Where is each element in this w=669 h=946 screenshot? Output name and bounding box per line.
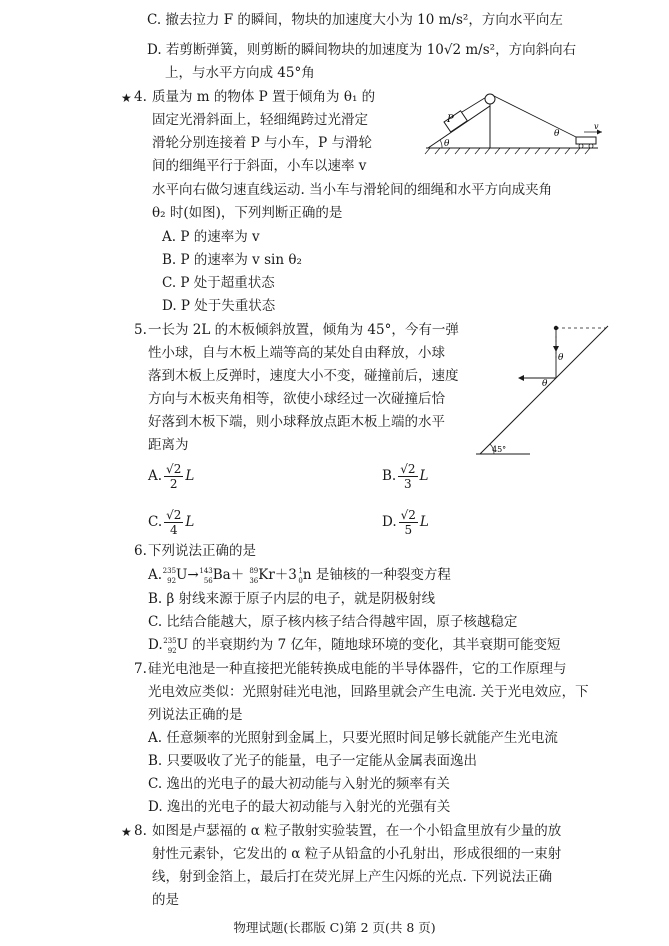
q7-option-b: B. 只要吸收了光子的能量，电子一定能从金属表面逸出 — [148, 753, 478, 769]
q4-stem-line1: 质量为 m 的物体 P 置于倾角为 θ₁ 的 — [152, 89, 376, 105]
angle-label: 45° — [492, 445, 507, 454]
q4-stem-line4: 间的细绳平行于斜面，小车以速率 v — [152, 158, 367, 174]
ball-start — [554, 326, 558, 330]
q5-stem-line3: 落到木板上反弹时，速度大小不变，碰撞前后，速度 — [148, 368, 459, 384]
theta-b-label: θ — [542, 379, 548, 389]
q3-option-d-line1: D. 若剪断弹簧，则剪断的瞬间物块的加速度为 10√2 m/s²，方向斜向右 — [147, 42, 577, 58]
q5-number: 5. — [134, 322, 147, 338]
pulley-icon — [485, 94, 495, 104]
q5-stem-line2: 性小球，自与木板上端等高的某处自由释放，小球 — [148, 345, 445, 361]
q6-option-c: C. 比结合能越大，原子核内核子结合得越牢固，原子核越稳定 — [148, 614, 518, 630]
q5-option-d: D. $\frac{√2}{5}$ L — [382, 508, 429, 537]
theta1-label: θ — [444, 139, 450, 149]
q4-option-c: C. P 处于超重状态 — [162, 275, 275, 291]
q6-option-a: A. 235 92 U→ 143 56 Ba＋ 89 36 Kr＋3 1 0 n 是铀核的一种裂变方程 — [148, 566, 451, 585]
rebound-arrowhead — [518, 375, 524, 381]
q4-stem-line2: 固定光滑斜面上，轻细绳跨过光滑定 — [152, 112, 368, 128]
q8-stem-line1: 如图是卢瑟福的 α 粒子散射实验装置，在一个小铅盒里放有少量的放 — [152, 823, 562, 839]
q8-stem-line3: 线，射到金箔上，最后打在荧光屏上产生闪烁的光点. 下列说法正确 — [152, 869, 553, 885]
q7-stem-line2: 光电效应类似：光照射硅光电池，回路里就会产生电流. 关于光电效应，下 — [148, 684, 589, 700]
q6-number: 6. — [134, 543, 147, 559]
q8-stem-line4: 的是 — [152, 892, 179, 908]
page-footer: 物理试题(长郡版 C)第 2 页(共 8 页) — [233, 920, 436, 935]
q5-stem-line4: 方向与木板夹角相等，欲使小球经过一次碰撞后恰 — [148, 391, 445, 407]
rope-to-cart — [494, 96, 578, 138]
q8-number: 8. — [134, 823, 147, 839]
q7-option-a: A. 任意频率的光照射到金属上，只要光照时间足够长就能产生光电流 — [148, 730, 558, 746]
block-p-label: P — [447, 114, 454, 125]
cart-icon — [576, 137, 596, 148]
q7-number: 7. — [134, 661, 147, 677]
q4-number: 4. — [134, 89, 147, 105]
block-p — [444, 111, 467, 132]
q3-option-d-line2: 上，与水平方向成 45°角 — [165, 65, 315, 81]
q5-stem-line5: 好落到木板下端，则小球释放点距木板上端的水平 — [148, 414, 445, 430]
q5-board-figure — [470, 322, 620, 462]
q8-stem-line2: 射性元素钋，它发出的 α 粒子从铅盒的小孔射出，形成很细的一束射 — [152, 846, 562, 862]
q7-option-d: D. 逸出的光电子的最大初动能与入射光的光强有关 — [148, 799, 451, 815]
q4-option-b: B. P 的速率为 v sin θ₂ — [162, 252, 302, 268]
board — [480, 326, 608, 454]
q6-option-b: B. β 射线来源于原子内层的电子，就是阴极射线 — [148, 591, 436, 607]
q5-option-a: A. $\frac{√2}{2}$ L — [148, 462, 195, 491]
q4-option-d: D. P 处于失重状态 — [162, 298, 276, 314]
q6-stem: 下列说法正确的是 — [148, 543, 256, 559]
q3-option-c: C. 撤去拉力 F 的瞬间，物块的加速度大小为 10 m/s²，方向水平向左 — [147, 12, 563, 28]
q5-option-b: B. $\frac{√2}{3}$ L — [382, 462, 429, 491]
q4-stem-line5: 水平向右做匀速直线运动. 当小车与滑轮间的细绳和水平方向成夹角 — [152, 182, 553, 198]
q4-star: ★ — [121, 91, 132, 105]
q7-option-c: C. 逸出的光电子的最大初动能与入射光的频率有关 — [148, 776, 450, 792]
velocity-label: v — [594, 122, 599, 131]
q4-stem-line3: 滑轮分别连接着 P 与小车，P 与滑轮 — [152, 135, 373, 151]
q6-option-d: D. 235 92 U 的半衰期约为 7 亿年，随地球环境的变化，其半衰期可能变短 — [148, 636, 561, 655]
q8-star: ★ — [121, 825, 132, 839]
ground-hatch — [425, 148, 590, 154]
q4-incline-pulley-figure — [408, 88, 608, 160]
theta-a-label: θ — [558, 353, 564, 363]
q7-stem-line1: 硅光电池是一种直接把光能转换成电能的半导体器件，它的工作原理与 — [148, 661, 567, 677]
q4-option-a: A. P 的速率为 v — [162, 229, 260, 245]
q4-stem-line6: θ₂ 时(如图)，下列判断正确的是 — [152, 205, 343, 221]
q5-stem-line1: 一长为 2L 的木板倾斜放置，倾角为 45°，今有一弹 — [148, 322, 459, 338]
theta2-label: θ — [554, 129, 560, 139]
q5-option-c: C. $\frac{√2}{4}$ L — [148, 508, 195, 537]
q7-stem-line3: 列说法正确的是 — [148, 707, 243, 723]
theta1-arc — [440, 140, 442, 148]
q5-stem-line6: 距离为 — [148, 437, 189, 453]
